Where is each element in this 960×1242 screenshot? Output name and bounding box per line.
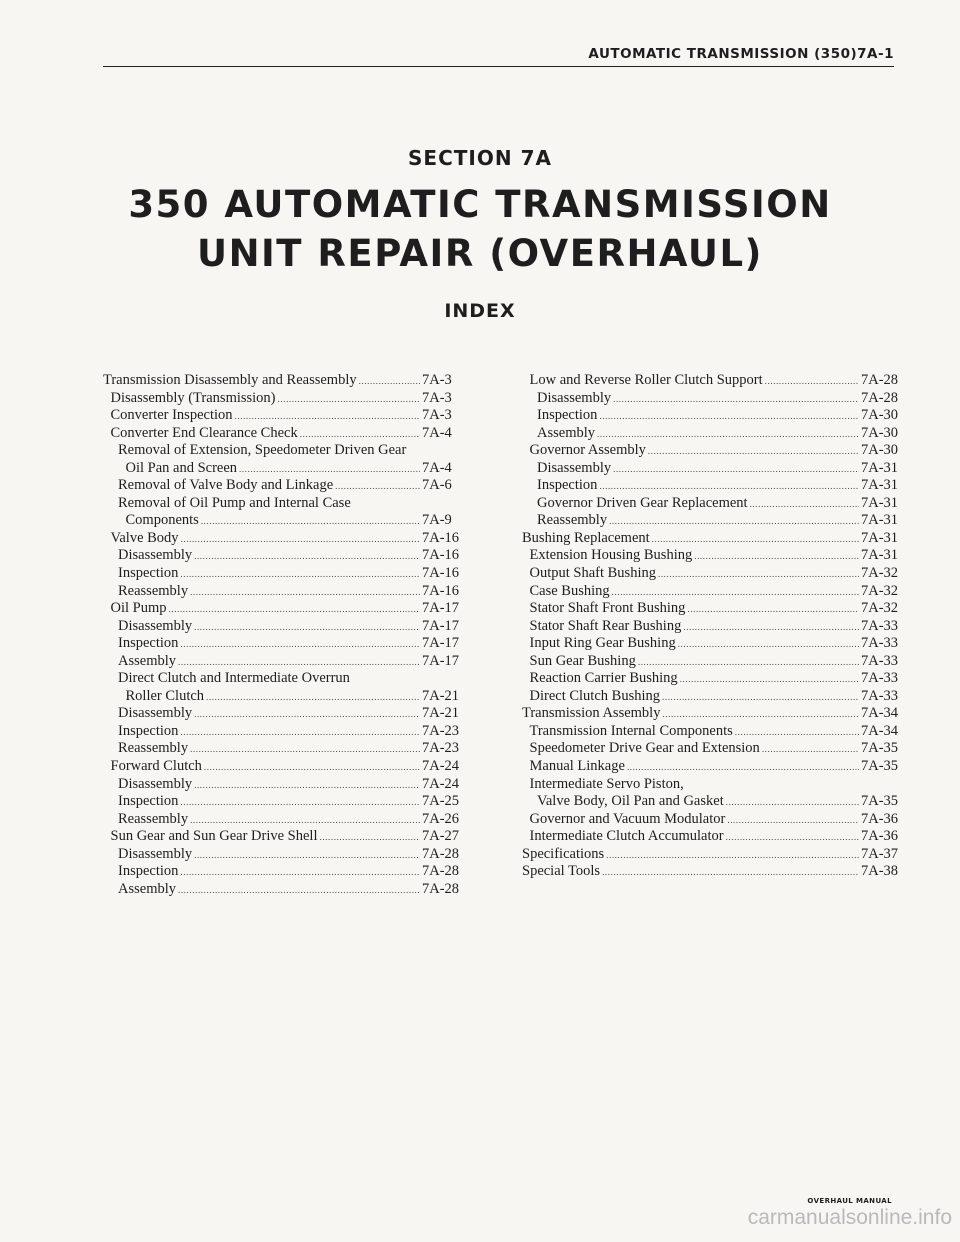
toc-entry-page: 7A-33	[861, 617, 899, 634]
toc-entry-page: 7A-31	[861, 547, 899, 564]
toc-entry-title: Inspection	[118, 793, 179, 810]
toc-entry-title: Output Shaft Bushing	[529, 565, 656, 582]
toc-entry-title: Input Ring Gear Bushing	[529, 635, 676, 652]
toc-entry-title: Disassembly	[118, 775, 193, 792]
dot-leader	[726, 829, 859, 847]
toc-entry	[103, 758, 458, 776]
toc-entry-title: Low and Reverse Roller Clutch Support	[529, 372, 763, 388]
toc-entry	[103, 653, 458, 671]
toc-entry	[522, 547, 905, 565]
toc-entry-title: Intermediate Servo Piston,	[529, 775, 684, 792]
dot-leader	[648, 443, 859, 461]
toc-entry	[103, 495, 458, 513]
dot-leader	[597, 426, 859, 444]
dot-leader	[180, 724, 420, 742]
toc-entry	[103, 565, 458, 583]
toc-entry-page: 7A-23	[422, 722, 460, 739]
dot-leader	[652, 531, 859, 549]
toc-entry	[522, 793, 905, 811]
toc-entry-title: Sun Gear Bushing	[529, 652, 636, 669]
dot-leader	[201, 513, 420, 531]
dot-leader	[750, 496, 859, 514]
toc-entry-page: 7A-17	[422, 617, 460, 634]
toc-entry-page: 7A-35	[861, 793, 899, 810]
toc-right-column	[522, 372, 905, 881]
toc-entry	[522, 828, 905, 846]
dot-leader	[180, 566, 420, 584]
toc-entry-title: Stator Shaft Front Bushing	[529, 600, 686, 617]
toc-entry	[103, 583, 458, 601]
toc-entry-page: 7A-34	[861, 722, 899, 739]
index-heading: INDEX	[444, 300, 516, 322]
toc-entry	[103, 442, 458, 460]
toc-entry	[522, 565, 905, 583]
dot-leader	[612, 584, 859, 602]
watermark: carmanualsonline.info	[747, 1206, 952, 1229]
dot-leader	[687, 601, 859, 619]
toc-entry-page: 7A-9	[422, 512, 452, 529]
dot-leader	[727, 812, 859, 830]
dot-leader	[680, 671, 859, 689]
running-head: AUTOMATIC TRANSMISSION (350)7A-1	[588, 46, 894, 62]
dot-leader	[613, 391, 859, 409]
toc-entry-title: Roller Clutch	[125, 687, 205, 704]
dot-leader	[735, 724, 859, 742]
toc-entry	[522, 705, 905, 723]
toc-entry-title: Components	[125, 512, 199, 529]
toc-entry-title: Inspection	[118, 722, 179, 739]
toc-entry-page: 7A-30	[861, 424, 899, 441]
dot-leader	[178, 882, 420, 900]
toc-entry-page: 7A-28	[861, 389, 899, 406]
header-rule	[103, 66, 894, 67]
toc-entry	[522, 407, 905, 425]
toc-entry-page: 7A-30	[861, 407, 899, 424]
toc-entry-page: 7A-16	[422, 565, 460, 582]
dot-leader	[599, 478, 859, 496]
toc-entry-page: 7A-31	[861, 459, 899, 476]
toc-entry	[522, 530, 905, 548]
toc-entry-page: 7A-36	[861, 828, 899, 845]
toc-entry-title: Disassembly (Transmission)	[110, 389, 276, 406]
dot-leader	[762, 741, 859, 759]
toc-entry-page: 7A-30	[861, 442, 899, 459]
dot-leader	[194, 777, 420, 795]
dot-leader	[204, 759, 420, 777]
toc-entry-title: Assembly	[118, 880, 176, 897]
toc-entry	[522, 583, 905, 601]
toc-entry-title: Forward Clutch	[110, 758, 202, 775]
dot-leader	[335, 478, 420, 496]
toc-entry	[103, 407, 458, 425]
section-label: SECTION 7A	[408, 146, 552, 170]
toc-entry	[522, 688, 905, 706]
toc-entry-title: Bushing Replacement	[522, 529, 650, 546]
dot-leader	[602, 864, 859, 882]
dot-leader	[694, 548, 859, 566]
toc-entry-title: Specifications	[522, 845, 605, 862]
dot-leader	[194, 706, 420, 724]
toc-entry	[522, 442, 905, 460]
toc-entry-page: 7A-32	[861, 582, 899, 599]
dot-leader	[180, 636, 420, 654]
toc-entry-page: 7A-37	[861, 845, 899, 862]
toc-entry-page: 7A-31	[861, 529, 899, 546]
dot-leader	[359, 373, 420, 391]
toc-entry	[103, 740, 458, 758]
toc-entry	[103, 670, 458, 688]
toc-entry	[103, 846, 458, 864]
toc-entry-title: Inspection	[118, 635, 179, 652]
toc-entry	[522, 600, 905, 618]
toc-entry	[522, 776, 905, 794]
toc-entry	[103, 811, 458, 829]
toc-entry	[522, 723, 905, 741]
toc-entry-title: Transmission Assembly	[522, 705, 661, 722]
dot-leader	[300, 426, 420, 444]
toc-entry-page: 7A-17	[422, 600, 460, 617]
toc-entry-page: 7A-4	[422, 459, 452, 476]
toc-entry-page: 7A-34	[861, 705, 899, 722]
toc-entry-page: 7A-31	[861, 494, 899, 511]
toc-entry	[522, 653, 905, 671]
toc-entry-title: Speedometer Drive Gear and Extension	[529, 740, 760, 757]
dot-leader	[606, 847, 859, 865]
toc-entry-title: Oil Pan and Screen	[125, 459, 238, 476]
toc-entry-page: 7A-23	[422, 740, 460, 757]
toc-entry-title: Disassembly	[537, 459, 612, 476]
toc-entry	[522, 495, 905, 513]
toc-entry-page: 7A-28	[422, 845, 460, 862]
toc-entry	[522, 460, 905, 478]
toc-entry-title: Disassembly	[537, 389, 612, 406]
toc-entry-page: 7A-35	[861, 758, 899, 775]
toc-entry	[522, 863, 905, 881]
toc-entry	[522, 670, 905, 688]
toc-entry-title: Removal of Valve Body and Linkage	[118, 477, 334, 494]
dot-leader	[765, 373, 859, 391]
toc-entry-page: 7A-26	[422, 810, 460, 827]
toc-entry-title: Disassembly	[118, 705, 193, 722]
main-title-line-2: UNIT REPAIR (OVERHAUL)	[197, 232, 763, 275]
dot-leader	[683, 619, 859, 637]
dot-leader	[169, 601, 421, 619]
toc-entry	[103, 460, 458, 478]
toc-entry-title: Governor Driven Gear Replacement	[537, 494, 748, 511]
dot-leader	[609, 513, 859, 531]
toc-entry-page: 7A-38	[861, 863, 899, 880]
toc-entry	[103, 425, 458, 443]
toc-entry-title: Disassembly	[118, 547, 193, 564]
toc-entry-page: 7A-32	[861, 600, 899, 617]
toc-entry-page: 7A-24	[422, 758, 460, 775]
toc-entry-title: Disassembly	[118, 617, 193, 634]
toc-entry-title: Converter Inspection	[110, 407, 233, 424]
toc-entry	[103, 618, 458, 636]
toc-entry	[103, 390, 458, 408]
toc-entry-page: 7A-24	[422, 775, 460, 792]
toc-entry-page: 7A-3	[422, 407, 452, 424]
toc-entry	[103, 635, 458, 653]
toc-entry-title: Extension Housing Bushing	[529, 547, 693, 564]
toc-entry-title: Reassembly	[537, 512, 608, 529]
toc-entry-title: Governor Assembly	[529, 442, 646, 459]
dot-leader	[638, 654, 859, 672]
toc-entry-title: Direct Clutch Bushing	[529, 687, 660, 704]
toc-entry	[103, 776, 458, 794]
toc-entry-title: Transmission Disassembly and Reassembly	[103, 372, 357, 388]
dot-leader	[181, 531, 420, 549]
dot-leader	[194, 548, 420, 566]
toc-entry-page: 7A-35	[861, 740, 899, 757]
toc-entry	[103, 477, 458, 495]
dot-leader	[319, 829, 420, 847]
dot-leader	[278, 391, 420, 409]
toc-entry-page: 7A-36	[861, 810, 899, 827]
toc-entry-title: Governor and Vacuum Modulator	[529, 810, 726, 827]
toc-entry-title: Valve Body, Oil Pan and Gasket	[537, 793, 724, 810]
toc-entry-title: Valve Body	[110, 529, 179, 546]
toc-entry-page: 7A-16	[422, 529, 460, 546]
toc-entry-title: Intermediate Clutch Accumulator	[529, 828, 724, 845]
toc-entry-title: Inspection	[537, 407, 598, 424]
toc-entry	[522, 618, 905, 636]
toc-entry	[522, 846, 905, 864]
toc-entry	[103, 881, 458, 899]
toc-entry	[103, 372, 458, 390]
toc-entry-page: 7A-4	[422, 424, 452, 441]
toc-entry	[522, 372, 905, 390]
toc-entry-title: Reaction Carrier Bushing	[529, 670, 678, 687]
toc-entry-page: 7A-33	[861, 652, 899, 669]
toc-entry	[103, 723, 458, 741]
toc-entry-page: 7A-17	[422, 652, 460, 669]
toc-entry-page: 7A-28	[422, 863, 460, 880]
toc-entry-title: Inspection	[118, 863, 179, 880]
dot-leader	[180, 794, 420, 812]
dot-leader	[613, 461, 859, 479]
toc-entry-page: 7A-31	[861, 512, 899, 529]
footer-mark: OVERHAUL MANUAL	[807, 1197, 892, 1205]
toc-entry-page: 7A-17	[422, 635, 460, 652]
toc-entry	[103, 530, 458, 548]
dot-leader	[726, 794, 859, 812]
dot-leader	[194, 847, 420, 865]
dot-leader	[599, 408, 859, 426]
toc-entry-title: Sun Gear and Sun Gear Drive Shell	[110, 828, 318, 845]
toc-entry-title: Oil Pump	[110, 600, 167, 617]
toc-entry	[103, 828, 458, 846]
dot-leader	[658, 566, 859, 584]
dot-leader	[178, 654, 420, 672]
toc-entry	[103, 863, 458, 881]
dot-leader	[180, 864, 420, 882]
toc-entry	[522, 425, 905, 443]
toc-entry-page: 7A-33	[861, 635, 899, 652]
toc-entry	[522, 635, 905, 653]
toc-entry-title: Disassembly	[118, 845, 193, 862]
main-title-line-1: 350 AUTOMATIC TRANSMISSION	[128, 183, 832, 226]
toc-entry	[103, 547, 458, 565]
toc-entry-page: 7A-21	[422, 687, 460, 704]
toc-entry-page: 7A-3	[422, 372, 452, 388]
toc-entry-title: Manual Linkage	[529, 758, 625, 775]
toc-entry	[522, 477, 905, 495]
toc-entry-title: Stator Shaft Rear Bushing	[529, 617, 682, 634]
toc-entry-title: Reassembly	[118, 740, 189, 757]
toc-entry-title: Transmission Internal Components	[529, 722, 733, 739]
toc-entry-title: Direct Clutch and Intermediate Overrun	[118, 670, 350, 687]
toc-entry-page: 7A-3	[422, 389, 452, 406]
toc-entry	[103, 512, 458, 530]
dot-leader	[194, 619, 420, 637]
dot-leader	[235, 408, 420, 426]
toc-entry-page: 7A-31	[861, 477, 899, 494]
dot-leader	[678, 636, 859, 654]
toc-entry	[103, 705, 458, 723]
toc-entry-title: Reassembly	[118, 810, 189, 827]
dot-leader	[627, 759, 859, 777]
toc-entry	[522, 512, 905, 530]
toc-entry	[522, 740, 905, 758]
toc-entry-title: Removal of Oil Pump and Internal Case	[118, 494, 351, 511]
toc-entry-title: Converter End Clearance Check	[110, 424, 298, 441]
toc-entry-page: 7A-16	[422, 582, 460, 599]
toc-left-column	[103, 372, 458, 898]
toc-entry-page: 7A-16	[422, 547, 460, 564]
toc-entry	[522, 811, 905, 829]
toc-entry-page: 7A-25	[422, 793, 460, 810]
dot-leader	[190, 584, 420, 602]
toc-entry-page: 7A-33	[861, 687, 899, 704]
dot-leader	[190, 741, 420, 759]
toc-entry-title: Special Tools	[522, 863, 601, 880]
toc-entry-title: Assembly	[118, 652, 176, 669]
toc-entry	[103, 688, 458, 706]
toc-entry-page: 7A-33	[861, 670, 899, 687]
toc-entry	[103, 600, 458, 618]
dot-leader	[662, 689, 859, 707]
dot-leader	[662, 706, 859, 724]
toc-entry-title: Removal of Extension, Speedometer Driven Gear	[118, 442, 407, 459]
dot-leader	[239, 461, 420, 479]
toc-entry	[522, 758, 905, 776]
toc-entry	[522, 390, 905, 408]
toc-entry-title: Inspection	[537, 477, 598, 494]
toc-entry-page: 7A-21	[422, 705, 460, 722]
toc-entry	[103, 793, 458, 811]
toc-entry-page: 7A-32	[861, 565, 899, 582]
page-header	[0, 46, 960, 70]
toc-entry-page: 7A-27	[422, 828, 460, 845]
toc-entry-page: 7A-28	[422, 880, 460, 897]
toc-entry-page: 7A-28	[861, 372, 899, 388]
toc-entry-title: Reassembly	[118, 582, 189, 599]
toc-entry-page: 7A-6	[422, 477, 452, 494]
toc-entry-title: Inspection	[118, 565, 179, 582]
dot-leader	[190, 812, 420, 830]
toc-entry-title: Assembly	[537, 424, 595, 441]
dot-leader	[206, 689, 420, 707]
toc-entry-title: Case Bushing	[529, 582, 610, 599]
